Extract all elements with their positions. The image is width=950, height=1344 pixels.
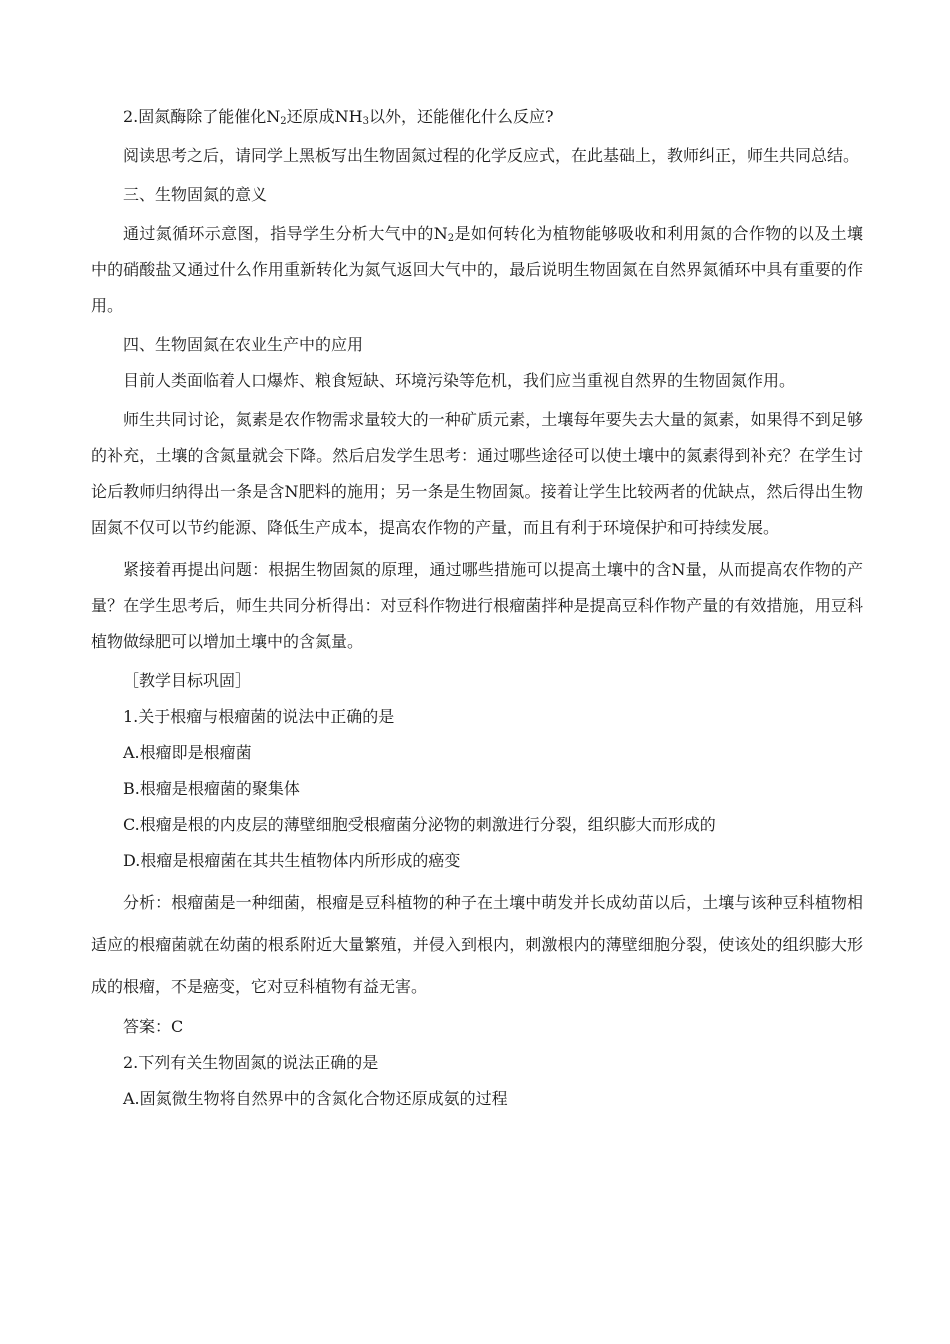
discussion-paragraph: 师生共同讨论，氮素是农作物需求量较大的一种矿质元素，土壤每年要失去大量的氮素，如果得不到足够的补充，土壤的含氮量就会下降。然后启发学生思考：通过哪些途径可以使土壤中的氮素得到补充？在学生讨论后教师归纳得出一条是含N肥料的施用；另一条是生物固氮。接着让学生比较两者的优缺点，然后得出生物固氮不仅可以节约能源、降低生产成本，提高农作物的产量，而且有利于环境保护和可持续发展。 <box>91 410 863 537</box>
consolidation-heading: ［教学目标巩固］ <box>123 671 252 690</box>
significance-subscript: 2 <box>447 233 455 244</box>
significance-text-end: 是如何转化为植物能够吸收和利用氮的合作物的以及土壤中的硝酸盐又通过什么作用重新转化为氮气返回大气中的，最后说明生物固氮在自然界氮循环中具有重要的作用。 <box>91 224 863 315</box>
significance-paragraph <box>91 216 863 324</box>
question-2-subscript-1: 2 <box>280 116 287 127</box>
exercise-1-option-b: B.根瘤是根瘤菌的聚集体 <box>123 779 300 798</box>
document-body <box>91 102 863 1120</box>
question-2-subscript-2: 3 <box>362 116 369 127</box>
follow-up-paragraph: 紧接着再提出问题：根据生物固氮的原理，通过哪些措施可以提高土壤中的含N量，从而提高农作物的产量？在学生思考后，师生共同分析得出：对豆科作物进行根瘤菌拌种是提高豆科作物产量的有效措施，用豆科植物做绿肥可以增加土壤中的含氮量。 <box>91 560 863 651</box>
reading-summary-paragraph: 阅读思考之后，请同学上黑板写出生物固氮过程的化学反应式，在此基础上，教师纠正，师生共同总结。 <box>123 146 860 165</box>
exercise-1-option-a: A.根瘤即是根瘤菌 <box>123 743 252 762</box>
exercise-1-answer: 答案：C <box>123 1017 184 1036</box>
exercise-1-analysis: 分析：根瘤菌是一种细菌，根瘤是豆科植物的种子在土壤中萌发并长成幼苗以后，土壤与该种豆科植物相适应的根瘤菌就在幼菌的根系附近大量繁殖，并侵入到根内，刺激根内的薄壁细胞分裂，使该处的组织膨大形成的根瘤，不是癌变，它对豆科植物有益无害。 <box>91 893 863 996</box>
question-2-paragraph <box>91 102 863 132</box>
question-2-text-end: 以外，还能催化什么反应? <box>369 107 554 126</box>
section-4-heading: 四、生物固氮在农业生产中的应用 <box>123 335 364 354</box>
question-2-text-start: 2.固氮酶除了能催化N <box>123 107 281 126</box>
crisis-paragraph: 目前人类面临着人口爆炸、粮食短缺、环境污染等危机，我们应当重视自然界的生物固氮作用。 <box>123 371 796 390</box>
exercise-2-question: 2.下列有关生物固氮的说法正确的是 <box>123 1053 379 1072</box>
exercise-1-option-c: C.根瘤是根的内皮层的薄壁细胞受根瘤菌分泌物的刺激进行分裂，组织膨大而形成的 <box>123 815 716 834</box>
exercise-2-option-a: A.固氮微生物将自然界中的含氮化合物还原成氨的过程 <box>123 1089 508 1108</box>
section-3-heading: 三、生物固氮的意义 <box>123 185 268 204</box>
exercise-1-question: 1.关于根瘤与根瘤菌的说法中正确的是 <box>123 707 395 726</box>
question-2-text-middle: 还原成NH <box>286 107 363 126</box>
significance-text-start: 通过氮循环示意图，指导学生分析大气中的N <box>123 224 448 243</box>
exercise-1-option-d: D.根瘤是根瘤菌在其共生植物体内所形成的癌变 <box>123 851 461 870</box>
